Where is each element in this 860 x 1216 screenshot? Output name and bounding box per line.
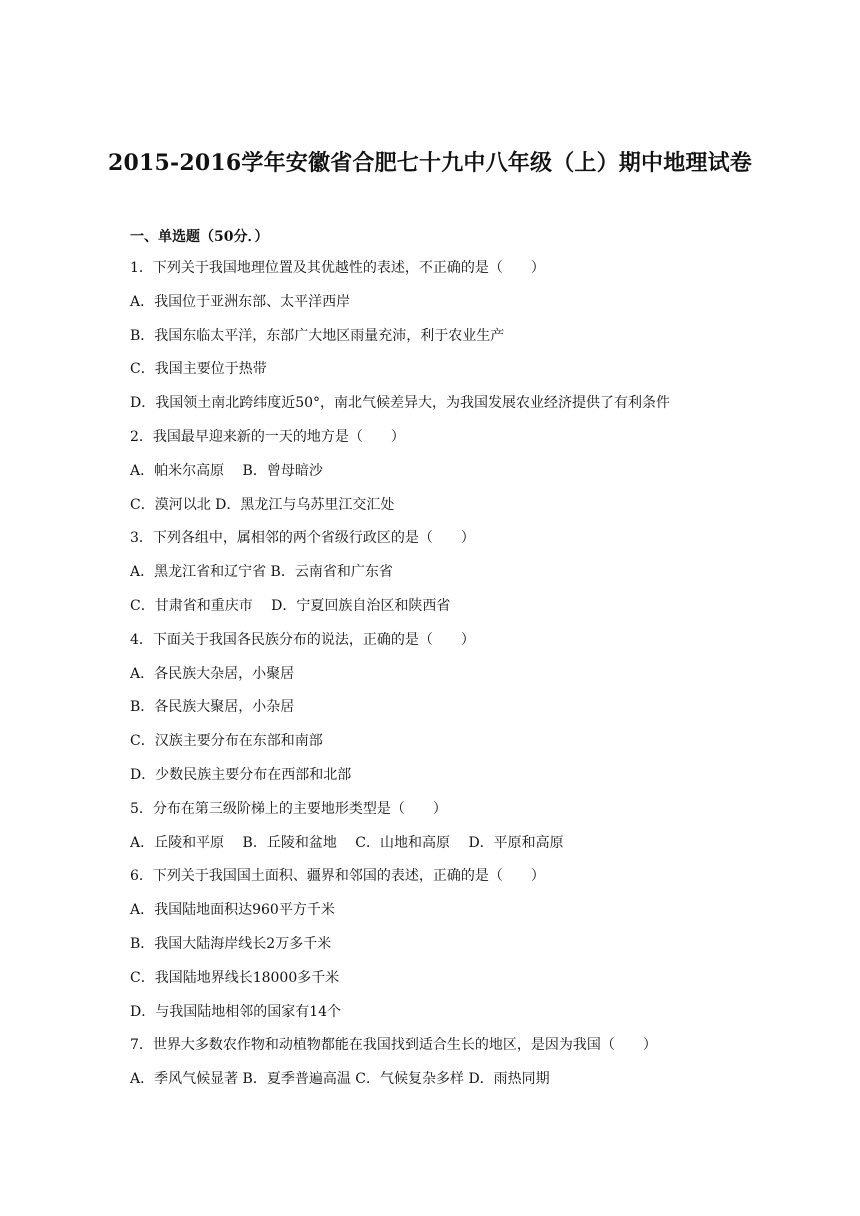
option-line: C．甘肃省和重庆市 D．宁夏回族自治区和陕西省 [130, 597, 451, 614]
option-line: B．我国东临太平洋，东部广大地区雨量充沛，利于农业生产 [130, 327, 505, 344]
option-line: B．各民族大聚居，小杂居 [130, 699, 295, 716]
option-line: A．黑龙江省和辽宁省 B．云南省和广东省 [130, 564, 393, 581]
page-title: 2015-2016学年安徽省合肥七十九中八年级（上）期中地理试卷 [108, 150, 752, 176]
option-line: D．与我国陆地相邻的国家有14个 [130, 1003, 342, 1020]
option-line: A．帕米尔高原 B．曾母暗沙 [130, 462, 323, 479]
question-line: 2．我国最早迎来新的一天的地方是（ ） [130, 428, 405, 445]
option-line: D．少数民族主要分布在西部和北部 [130, 766, 352, 783]
question-line: 5．分布在第三级阶梯上的主要地形类型是（ ） [130, 800, 447, 817]
option-line: C．漠河以北 D．黑龙江与乌苏里江交汇处 [130, 496, 395, 513]
question-line: 3．下列各组中，属相邻的两个省级行政区的是（ ） [130, 530, 475, 547]
option-line: A．我国陆地面积达960平方千米 [130, 902, 335, 919]
question-list [130, 258, 770, 1103]
option-line: C．汉族主要分布在东部和南部 [130, 733, 323, 750]
section-heading: 一、单选题（50分．） [130, 229, 269, 245]
option-line: A．季风气候显著 B．夏季普遍高温 C．气候复杂多样 D．雨热同期 [130, 1071, 550, 1088]
question-line: 6．下列关于我国国土面积、疆界和邻国的表述，正确的是（ ） [130, 868, 545, 885]
option-line: A．我国位于亚洲东部、太平洋西岸 [130, 293, 351, 310]
question-line: 4．下面关于我国各民族分布的说法，正确的是（ ） [130, 631, 475, 648]
option-line: A．丘陵和平原 B．丘陵和盆地 C．山地和高原 D．平原和高原 [130, 834, 564, 851]
option-line: D．我国领土南北跨纬度近50°，南北气候差异大，为我国发展农业经济提供了有利条件 [130, 395, 671, 412]
option-line: A．各民族大杂居，小聚居 [130, 665, 295, 682]
option-line: C．我国主要位于热带 [130, 361, 267, 378]
option-line: B．我国大陆海岸线长2万多千米 [130, 935, 332, 952]
question-line: 7．世界大多数农作物和动植物都能在我国找到适合生长的地区，是因为我国（ ） [130, 1037, 657, 1054]
option-line: C．我国陆地界线长18000多千米 [130, 969, 340, 986]
question-line: 1．下列关于我国地理位置及其优越性的表述，不正确的是（ ） [130, 260, 545, 276]
